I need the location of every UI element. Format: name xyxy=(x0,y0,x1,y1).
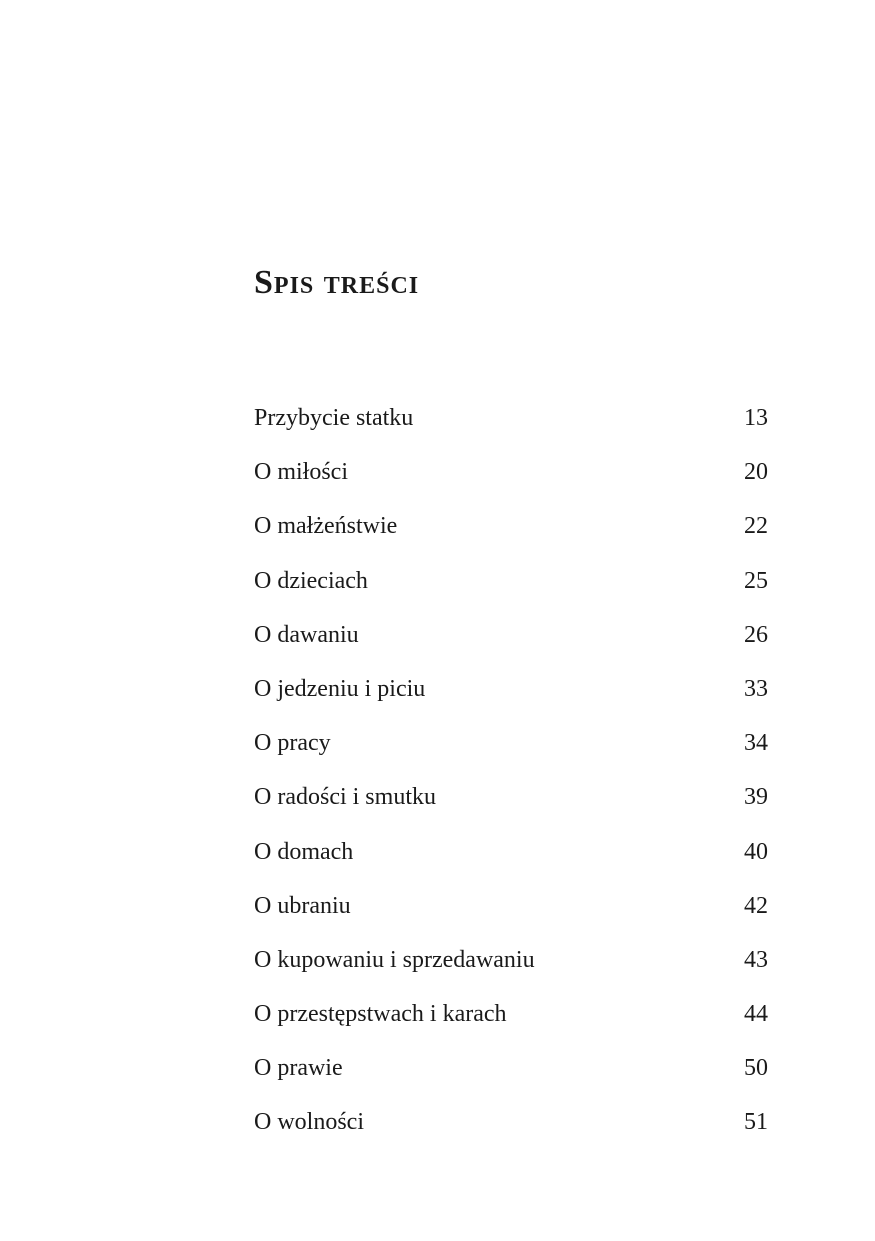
toc-entry-title: O jedzeniu i piciu xyxy=(254,675,426,702)
toc-entry-title: O małżeństwie xyxy=(254,513,398,540)
table-of-contents xyxy=(254,400,768,1159)
toc-entry xyxy=(254,454,768,508)
toc-entry xyxy=(254,996,768,1050)
toc-entry-title: O kupowaniu i sprzedawaniu xyxy=(254,946,535,973)
toc-entry-page-number: 13 xyxy=(744,405,768,431)
toc-entry xyxy=(254,834,768,888)
toc-entry xyxy=(254,1104,768,1158)
toc-entry-page-number: 22 xyxy=(744,513,768,540)
toc-entry xyxy=(254,400,768,454)
toc-entry xyxy=(254,563,768,617)
toc-entry-page-number: 42 xyxy=(744,892,768,919)
toc-entry xyxy=(254,779,768,833)
toc-entry-title: O ubraniu xyxy=(254,892,351,919)
toc-entry-title: Przybycie statku xyxy=(254,405,414,431)
toc-entry-title: O wolności xyxy=(254,1109,364,1136)
toc-entry-title: O dzieciach xyxy=(254,567,368,594)
toc-entry-page-number: 34 xyxy=(744,730,768,757)
toc-entry-page-number: 26 xyxy=(744,621,768,648)
toc-entry xyxy=(254,725,768,779)
toc-entry xyxy=(254,1050,768,1104)
toc-entry-title: O miłości xyxy=(254,459,348,486)
toc-entry-page-number: 20 xyxy=(744,459,768,486)
toc-entry-page-number: 25 xyxy=(744,567,768,594)
toc-entry-page-number: 51 xyxy=(744,1109,768,1136)
toc-entry-title: O domach xyxy=(254,838,354,865)
toc-entry xyxy=(254,942,768,996)
toc-entry-title: O radości i smutku xyxy=(254,784,436,811)
toc-entry-title: O pracy xyxy=(254,730,331,757)
toc-entry xyxy=(254,671,768,725)
toc-entry xyxy=(254,617,768,671)
toc-entry-page-number: 33 xyxy=(744,675,768,702)
toc-entry-page-number: 44 xyxy=(744,1001,768,1028)
toc-entry-title: O przestępstwach i karach xyxy=(254,1001,507,1028)
toc-entry-page-number: 40 xyxy=(744,838,768,865)
toc-entry-title: O prawie xyxy=(254,1055,343,1082)
toc-entry-page-number: 50 xyxy=(744,1055,768,1082)
toc-entry-page-number: 39 xyxy=(744,784,768,811)
toc-entry-page-number: 43 xyxy=(744,946,768,973)
toc-entry xyxy=(254,508,768,562)
page-title: Spis treści xyxy=(254,264,420,301)
toc-entry-title: O dawaniu xyxy=(254,621,359,648)
toc-entry xyxy=(254,888,768,942)
